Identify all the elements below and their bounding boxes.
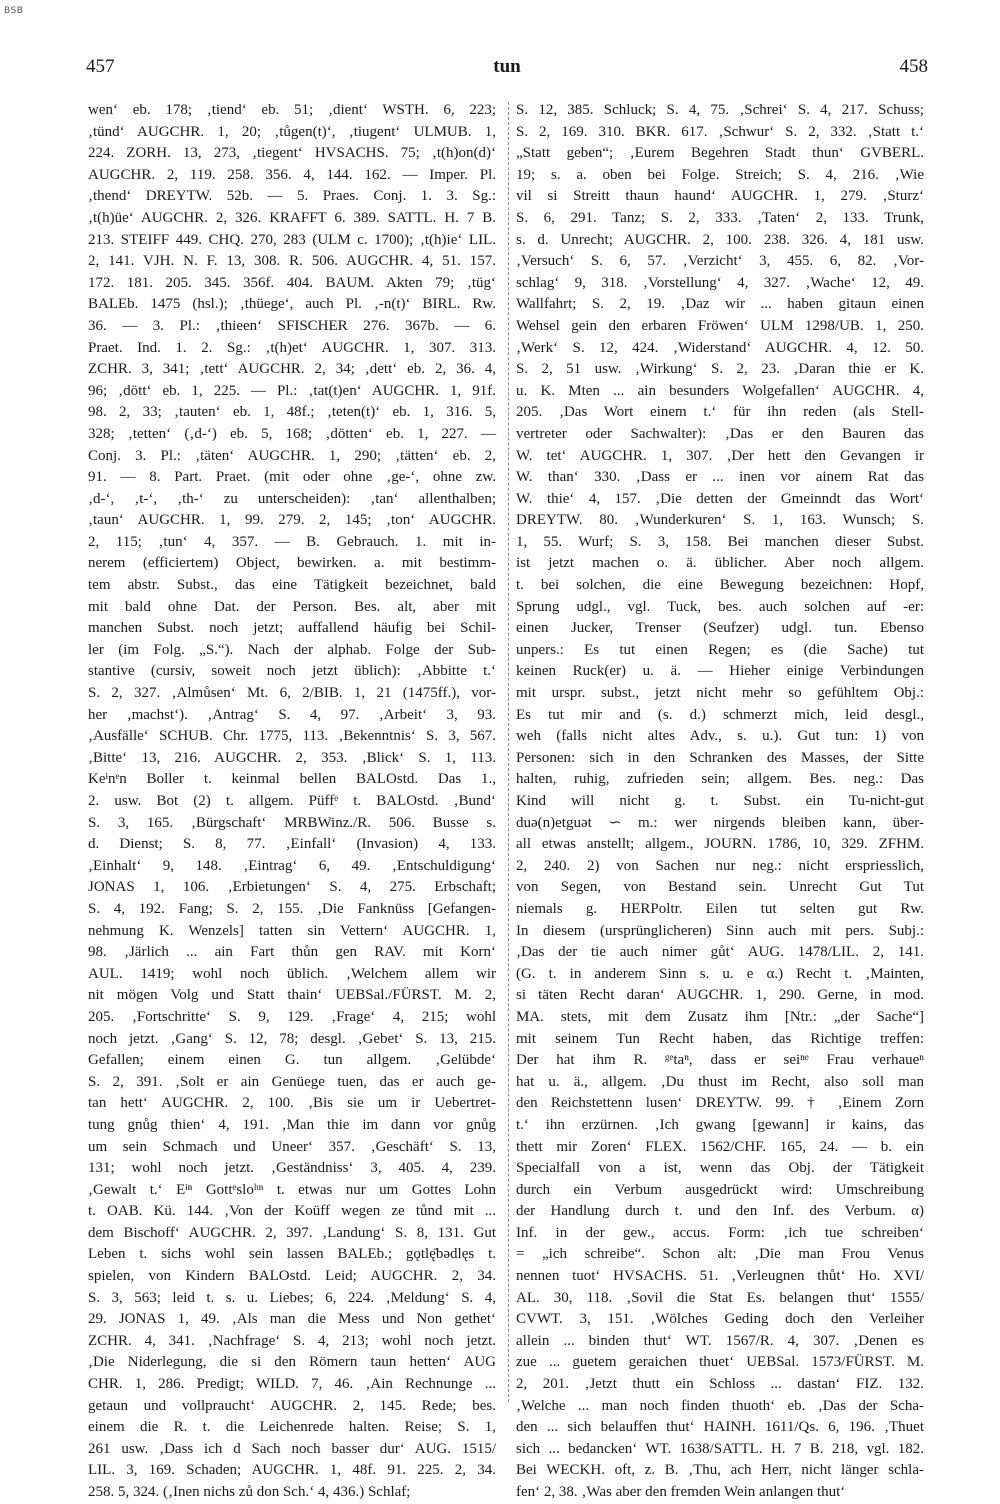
text-line: 2, 141. VJH. N. F. 13, 308. R. 506. AUGCHR. 4, 51. 157. — [88, 253, 496, 270]
text-line: In diesem (ursprünglicheren) Sinn auch mit pers. Subj.: — [516, 922, 924, 939]
text-line: um sein Schmach und Uneer‘ 357. ‚Geschäft‘ S. 13, — [88, 1138, 496, 1155]
text-line: Sprung udgl., vgl. Tuck, bes. auch solchen auf -er: — [516, 598, 924, 615]
text-line: t. bei solchen, die eine Bewegung bezeichnen: Hopf, — [516, 577, 924, 594]
text-line: ‚Welche ... man noch finden thuoth‘ eb. ‚Das der Scha- — [516, 1397, 924, 1414]
text-line: ‚d-‘, ‚t-‘, ‚th-‘ zu unterscheiden): ‚tan‘ allenthalben; — [88, 490, 496, 507]
text-line: den ... sich belauffen thut‘ HAINH. 1611/Qs. 6, 196. ‚Thuet — [516, 1419, 924, 1436]
text-line: stantive (cursiv, soweit noch jetzt üblich): ‚Abbitte t.‘ — [88, 663, 496, 680]
text-line: zue ... guetem geraichen thuet‘ UEBSal. 1573/FÜRST. M. — [516, 1354, 924, 1371]
text-line: 213. STEIFF 449. CHQ. 270, 283 (ULM c. 1700); ‚t(h)ie‘ LIL. — [88, 231, 496, 248]
text-line: Leben t. sichs wohl sein lassen BALEb.; gǫtlę̄bədlęs t. — [88, 1246, 496, 1263]
text-line: Der hat ihm R. ᵍᵉtaⁿ, dass er seiⁿᵉ Frau verhaueⁿ — [516, 1052, 924, 1069]
text-line: tung gnůg thien‘ 4, 191. ‚Man thie im dann vor gnůg — [88, 1116, 496, 1133]
text-line: thett mir Zoren‘ FLEX. 1562/CHF. 165, 24. — b. ein — [516, 1138, 924, 1155]
text-line: S. 4, 192. Fang; S. 2, 155. ‚Die Fanknüss [Gefangen- — [88, 900, 496, 917]
column-divider — [508, 102, 509, 1402]
text-line: mit bald ohne Dat. der Person. Bes. alt, aber mit — [88, 598, 496, 615]
text-line: Gefallen; einem einen G. tun allgem. ‚Gelübde‘ — [88, 1052, 496, 1069]
text-line: 2, 115; ‚tun‘ 4, 357. — B. Gebrauch. 1. mit in- — [88, 533, 496, 550]
text-line: ‚Einhalt‘ 9, 148. ‚Eintrag‘ 6, 49. ‚Entschuldigung‘ — [88, 857, 496, 874]
text-line: d. Dienst; S. 8, 77. ‚Einfall‘ (Invasion) 4, 133. — [88, 836, 496, 853]
text-line: ZCHR. 4, 341. ‚Nachfrage‘ S. 4, 213; wohl noch jetzt. — [88, 1332, 496, 1349]
text-line: W. tet‘ AUGCHR. 1, 307. ‚Der hett den Gevangen ir — [516, 447, 924, 464]
text-line: nerem (efficiertem) Object, bewirken. a. mit bestimm- — [88, 555, 496, 572]
text-line: ‚Ausfälle‘ SCHUB. Chr. 1775, 113. ‚Bekenntnis‘ S. 3, 567. — [88, 728, 496, 745]
text-line: 19; s. a. oben bei Folge. Streich; S. 4, 216. ‚Wie — [516, 166, 924, 183]
text-line: ‚taun‘ AUGCHR. 1, 99. 279. 2, 145; ‚ton‘ AUGCHR. — [88, 512, 496, 529]
text-line: 172. 181. 205. 345. 356f. 404. BAUM. Akten 79; ‚tüg‘ — [88, 274, 496, 291]
text-line: (G. t. in anderem Sinn s. u. e α.) Recht t. ‚Mainten, — [516, 965, 924, 982]
text-line: S. 6, 291. Tanz; S. 2, 333. ‚Taten‘ 2, 133. Trunk, — [516, 209, 924, 226]
text-line: ‚Bitte‘ 13, 216. AUGCHR. 2, 353. ‚Blick‘ S. 1, 113. — [88, 749, 496, 766]
text-line: 205. ‚Fortschritte‘ S. 9, 129. ‚Frage‘ 4, 215; wohl — [88, 1008, 496, 1025]
text-line: 258. 5, 324. (‚Inen nichs zů don Sch.‘ 4, 436.) Schlaf; — [88, 1484, 411, 1500]
text-line: unpers.: Es tut einen Regen; es (die Sache) tut — [516, 641, 924, 658]
text-line: DREYTW. 80. ‚Wunderkuren‘ S. 1, 163. Wunsch; S. — [516, 512, 924, 529]
text-line: Wallfahrt; S. 2, 19. ‚Daz wir ... haben gitaun einen — [516, 296, 924, 313]
text-line: si täten Recht daran‘ AUGCHR. 1, 290. Gerne, in mod. — [516, 987, 924, 1004]
text-line: allein ... binden thut‘ WT. 1567/R. 4, 307. ‚Denen es — [516, 1332, 924, 1349]
text-line: manchen Subst. noch jetzt; auffallend häufig bei Schil- — [88, 620, 496, 637]
text-line: CVWT. 3, 151. ‚Wölches Geding doch den Verleiher — [516, 1311, 924, 1328]
text-line: Personen: sich in den Schranken des Masses, der Sitte — [516, 749, 924, 766]
text-line: fen‘ 2, 38. ‚Was aber den fremden Wein anlangen thut‘ — [516, 1484, 846, 1500]
text-line: einem die R. t. die Leichenrede halten. Reise; S. 1, — [88, 1419, 496, 1436]
text-line: 36. — 3. Pl.: ‚thieen‘ SFISCHER 276. 367b. — 6. — [88, 317, 496, 334]
text-line: Praet. Ind. 1. 2. Sg.: ‚t(h)et‘ AUGCHR. 1, 307. 313. — [88, 339, 496, 356]
page-number-right: 458 — [899, 56, 928, 77]
text-line: Specialfall von a ist, wenn das Obj. der Tätigkeit — [516, 1160, 924, 1177]
text-line: niemals g. HERPoltr. Eilen tut selten gut Rw. — [516, 900, 924, 917]
text-line: nennen tuot‘ HVSACHS. 51. ‚Verleugnen thůt‘ Ho. XVI/ — [516, 1268, 924, 1285]
text-line: Keᶤnᵉn Boller t. keinmal bellen BALOstd. Das 1., — [88, 771, 496, 788]
text-line: nit mögen Volg und Statt thain‘ UEBSal./FÜRST. M. 2, — [88, 987, 496, 1004]
text-line: S. 2, 327. ‚Almůsen‘ Mt. 6, 2/BIB. 1, 21 (1475ff.), vor- — [88, 685, 496, 702]
text-line: ‚Gewalt t.‘ Eᶤⁿ Gottᵉsloʰⁿ t. etwas nur um Gottes Lohn — [88, 1181, 496, 1198]
text-line: 328; ‚tetten‘ (‚d-‘) eb. 5, 168; ‚dötten‘ eb. 1, 227. — — [88, 425, 496, 442]
text-line: CHR. 1, 286. Predigt; WILD. 7, 46. ‚Ain Rechnunge ... — [88, 1376, 496, 1393]
text-line: 205. ‚Das Wort einem t.‘ für ihn reden (als Stell- — [516, 404, 924, 421]
text-line: AL. 30, 118. ‚Sovil die Stat Es. belangen thut‘ 1555/ — [516, 1289, 924, 1306]
text-line: S. 2, 51 usw. ‚Wirkung‘ S. 2, 23. ‚Daran thie er K. — [516, 361, 924, 378]
page-number-left: 457 — [86, 56, 115, 77]
text-line: JONAS 1, 106. ‚Erbietungen‘ S. 4, 275. Erbschaft; — [88, 879, 496, 896]
text-line: ist jetzt machen o. ä. üblicher. Aber noch allgem. — [516, 555, 924, 572]
text-line: 2. usw. Bot (2) t. allgem. Püffᵉ t. BALOstd. ‚Bund‘ — [88, 793, 496, 809]
text-line: wen‘ eb. 178; ‚tiend‘ eb. 51; ‚dient‘ WSTH. 6, 223; — [88, 102, 496, 118]
text-line: all etwas anstellt; allgem., JOURN. 1786, 10, 329. ZFHM. — [516, 836, 924, 853]
text-line: ‚tünd‘ AUGCHR. 1, 20; ‚tůgen(t)‘, ‚tiugent‘ ULMUB. 1, — [88, 123, 496, 140]
text-line: S. 3, 563; leid t. s. u. Liebes; 6, 224. ‚Meldung‘ S. 4, — [88, 1289, 496, 1306]
text-line: tem abstr. Subst., das eine Tätigkeit bezeichnet, bald — [88, 577, 496, 594]
text-line: sich ... bedancken‘ WT. 1638/SATTL. H. 7 B. 218, vgl. 182. — [516, 1440, 924, 1457]
text-line: mit urspr. subst., jetzt nicht mehr so gefühltem Obj.: — [516, 685, 924, 702]
text-line: her ‚machst‘). ‚Antrag‘ S. 4, 97. ‚Arbeit‘ 3, 93. — [88, 706, 496, 723]
text-line: keinen Ruck(er) u. ä. — Hieher einige Verbindungen — [516, 663, 924, 680]
text-line: duə(n)etguət ∽ m.: wer nirgends bleiben kann, über- — [516, 814, 924, 831]
text-line: 224. ZORH. 13, 273, ‚tiegent‘ HVSACHS. 75; ‚t(h)on(d)‘ — [88, 145, 496, 162]
text-line: ‚thend‘ DREYTW. 52b. — 5. Praes. Conj. 1. 3. Sg.: — [88, 188, 496, 205]
text-line: BALEb. 1475 (hsl.); ‚thüege‘, auch Pl. ‚-n(t)‘ BIRL. Rw. — [88, 296, 496, 313]
text-line: der Handlung durch t. und den Inf. des Verbum. α) — [516, 1203, 924, 1220]
text-line: S. 2, 169. 310. BKR. 617. ‚Schwur‘ S. 2, 332. ‚Statt t.‘ — [516, 123, 924, 140]
text-line: ‚t(h)üe‘ AUGCHR. 2, 326. KRAFFT 6. 389. SATTL. H. 7 B. — [88, 209, 496, 226]
text-line: 29. JONAS 1, 49. ‚Als man die Mess und Non gethet‘ — [88, 1311, 496, 1328]
text-line: AUGCHR. 2, 119. 258. 356. 4, 144. 162. — Imper. Pl. — [88, 166, 496, 183]
text-line: vertreter oder Sachwalter): ‚Das er den Bauren das — [516, 425, 924, 442]
text-line: 98. 2, 33; ‚tauten‘ eb. 1, 48f.; ‚teten(t)‘ eb. 1, 316. 5, — [88, 404, 496, 421]
text-line: t.‘ ihn erzürnen. ‚Ich gwang [gewann] ir kains, das — [516, 1116, 924, 1133]
text-line: weh (falls nicht altes Adv., s. u.). Gut tun: 1) von — [516, 728, 924, 745]
library-stamp: BSB — [4, 6, 24, 16]
page-header — [86, 56, 928, 86]
text-line: Conj. 3. Pl.: ‚täten‘ AUGCHR. 1, 290; ‚tätten‘ eb. 2, — [88, 447, 496, 464]
text-line: Wehsel gein den erbaren Fröwen‘ ULM 1298/UB. 1, 250. — [516, 317, 924, 334]
text-line: ‚Das der tie auch nimer gůt‘ AUG. 1478/LIL. 2, 141. — [516, 944, 924, 961]
text-line: einen Jucker, Trenser (Seufzer) udgl. tun. Ebenso — [516, 620, 924, 637]
left-text-column — [88, 100, 496, 1500]
text-line: Kind will nicht g. t. Subst. ein Tu-nicht-gut — [516, 793, 924, 809]
text-line: durch ein Verbum ausgedrückt wird: Umschreibung — [516, 1181, 924, 1198]
text-line: W. thie‘ 4, 157. ‚Die detten der Gmeinndt das Wort‘ — [516, 490, 924, 507]
text-line: t. OAB. Kü. 144. ‚Von der Koüff wegen ze tůnd mit ... — [88, 1203, 496, 1220]
text-line: S. 3, 165. ‚Bürgschaft‘ MRBWinz./R. 506. Busse s. — [88, 814, 496, 831]
text-line: dem Bischoff‘ AUGCHR. 2, 397. ‚Landung‘ S. 8, 131. Gut — [88, 1224, 496, 1241]
text-line: ‚Versuch‘ S. 6, 57. ‚Verzicht‘ 3, 455. 6, 82. ‚Vor- — [516, 253, 924, 270]
text-line: mit seinem Tun Recht haben, das Richtige treffen: — [516, 1030, 924, 1047]
text-line: hat u. ä., allgem. ‚Du thust im Recht, also soll man — [516, 1073, 924, 1090]
text-line: schlag‘ 9, 318. ‚Vorstellung‘ 4, 327. ‚Wache‘ 12, 49. — [516, 274, 924, 291]
text-line: nehmung K. Wenzels] tatten sin Vettern‘ AUGCHR. 1, — [88, 922, 496, 939]
text-line: ler (im Folg. „S.“). Nach der alphab. Folge der Sub- — [88, 641, 496, 658]
running-headword: tun — [493, 56, 521, 77]
text-line: 131; wohl noch jetzt. ‚Geständniss‘ 3, 405. 4, 239. — [88, 1160, 496, 1177]
text-line: 91. — 8. Part. Praet. (mit oder ohne ‚ge-‘, ohne zw. — [88, 469, 496, 486]
text-line: AUL. 1419; wohl noch üblich. ‚Welchem allem wir — [88, 965, 496, 982]
text-line: vil si Streitt thaun haund‘ AUGCHR. 1, 279. ‚Sturz‘ — [516, 188, 924, 205]
text-line: halten, ruhig, zufrieden sein; allgem. Bes. neg.: Das — [516, 771, 924, 788]
text-line: S. 12, 385. Schluck; S. 4, 75. ‚Schrei‘ S. 4, 217. Schuss; — [516, 102, 924, 118]
right-text-column — [516, 100, 924, 1500]
text-line: 2, 240. 2) von Sachen nur neg.: nicht erspriesslich, — [516, 857, 924, 874]
text-line: getaun und vollpraucht‘ AUGCHR. 2, 145. Rede; bes. — [88, 1397, 496, 1414]
text-line: S. 2, 391. ‚Solt er ain Genüege tuen, das er auch ge- — [88, 1073, 496, 1090]
text-line: 96; ‚dött‘ eb. 1, 225. — Pl.: ‚tat(t)en‘ AUGCHR. 1, 91f. — [88, 382, 496, 399]
text-line: „Statt geben“; ‚Eurem Begehren Stadt thun‘ GVBERL. — [516, 145, 924, 162]
text-line: noch jetzt. ‚Gang‘ S. 12, 78; desgl. ‚Gebet‘ S. 13, 215. — [88, 1030, 496, 1047]
text-line: = „ich schreibe“. Schon alt: ‚Die man Frou Venus — [516, 1246, 924, 1263]
text-line: W. than‘ 330. ‚Dass er ... inen vor ainem Rat das — [516, 469, 924, 486]
text-line: tan hett‘ AUGCHR. 2, 100. ‚Bis sie um ir Uebertret- — [88, 1095, 496, 1112]
text-line: ‚Werk‘ S. 12, 424. ‚Widerstand‘ AUGCHR. 4, 12. 50. — [516, 339, 924, 356]
text-line: 2, 201. ‚Jetzt thutt ein Schloss ... dastan‘ FIZ. 132. — [516, 1376, 924, 1393]
text-line: u. K. Mten ... ain besunders Wolgefallen‘ AUGCHR. 4, — [516, 382, 924, 399]
text-line: 1, 55. Wurf; S. 3, 158. Bei manchen dieser Subst. — [516, 533, 924, 550]
text-line: von Segen, von Bestand sein. Unrecht Gut Tut — [516, 879, 924, 896]
text-line: LIL. 3, 169. Schaden; AUGCHR. 1, 48f. 91. 225. 2, 34. — [88, 1462, 496, 1479]
text-line: Es tut mir and (s. d.) schmerzt mich, leid desgl., — [516, 706, 924, 723]
text-line: MA. stets, mit dem Zusatz ihm [Ntr.: „der Sache“] — [516, 1008, 924, 1025]
text-line: 261 usw. ‚Dass ich d Sach noch basser dur‘ AUG. 1515/ — [88, 1440, 496, 1457]
text-line: 98. ‚Järlich ... ain Fart thůn gen RAV. mit Korn‘ — [88, 944, 496, 961]
text-line: s. d. Unrecht; AUGCHR. 2, 100. 238. 326. 4, 181 usw. — [516, 231, 924, 248]
text-line: ZCHR. 3, 341; ‚tett‘ AUGCHR. 2, 34; ‚dett‘ eb. 2, 36. 4, — [88, 361, 496, 378]
text-line: Bei WECKH. oft, z. B. ‚Thu, ach Herr, nicht länger schla- — [516, 1462, 924, 1479]
text-line: Inf. in der gew., accus. Form: ‚ich tue schreiben‘ — [516, 1224, 924, 1241]
text-line: ‚Die Niderlegung, die si den Römern taun hetten‘ AUG — [88, 1354, 496, 1371]
text-line: den Reichstettenn lusen‘ DREYTW. 99. † ‚Einem Zorn — [516, 1095, 924, 1112]
text-line: spielen, von Kindern BALOstd. Leid; AUGCHR. 2, 34. — [88, 1268, 496, 1285]
